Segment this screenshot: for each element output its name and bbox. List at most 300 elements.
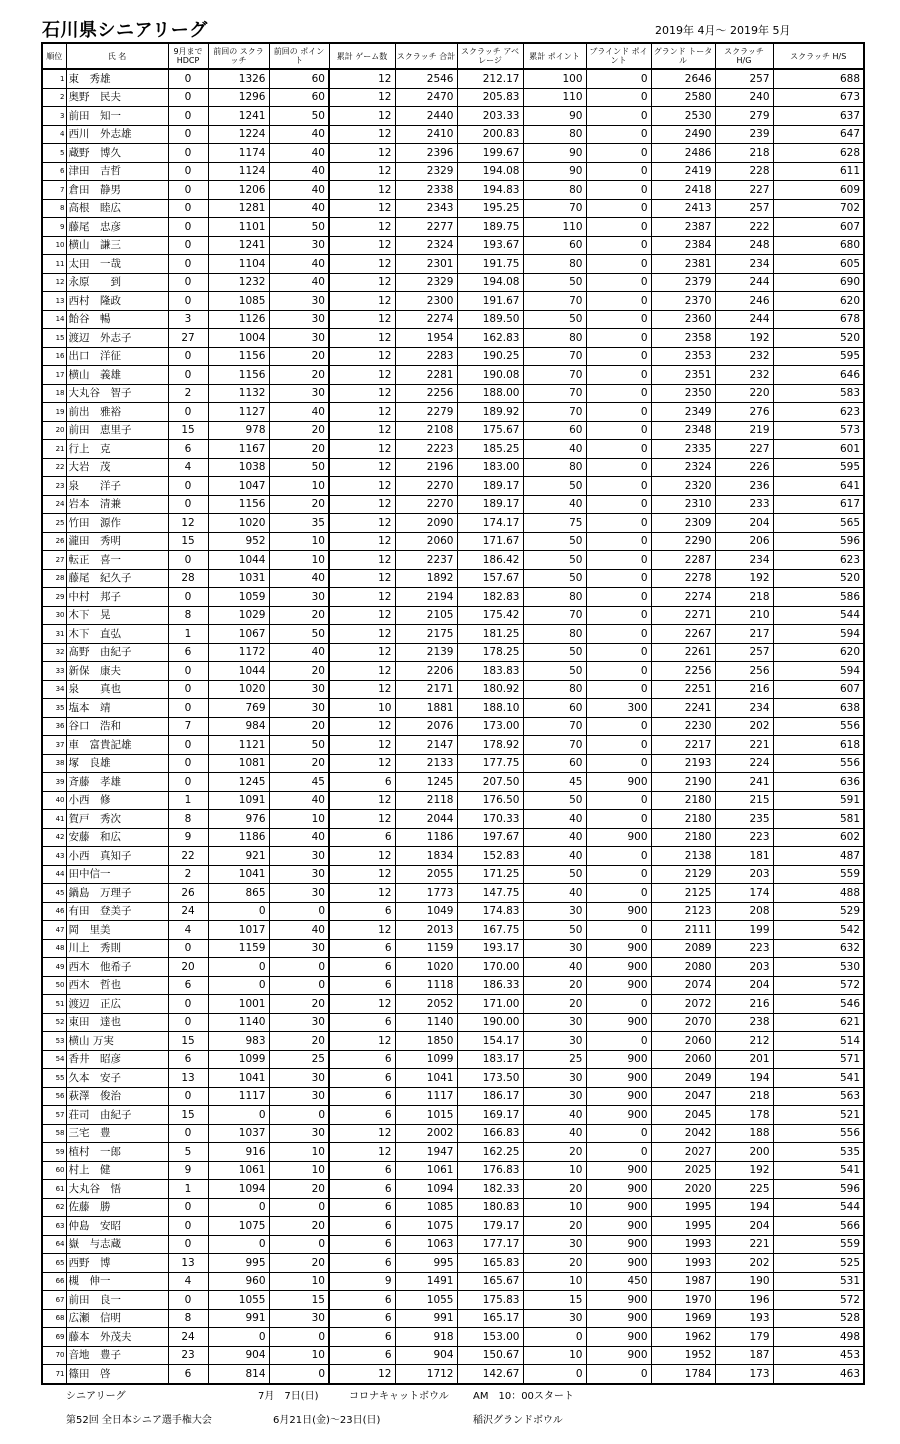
cell-name: 賀戸 秀次 — [66, 810, 168, 829]
table-row — [42, 310, 864, 329]
cell-hdcp: 0 — [168, 181, 208, 200]
footer-note: 稲沢グランドボウル — [473, 1415, 563, 1426]
cell-grand-total: 2180 — [651, 828, 715, 847]
cell-high-series: 571 — [773, 1050, 864, 1069]
cell-grand-total: 2309 — [651, 514, 715, 533]
cell-name: 泉 洋子 — [66, 477, 168, 496]
cell-prev-scratch: 1206 — [208, 181, 269, 200]
cell-scratch-total: 1063 — [395, 1235, 457, 1254]
cell-hdcp: 0 — [168, 551, 208, 570]
cell-blind-points: 900 — [586, 939, 651, 958]
cell-high-series: 586 — [773, 588, 864, 607]
cell-hdcp: 2 — [168, 865, 208, 884]
cell-blind-points: 0 — [586, 884, 651, 903]
cell-total-points: 20 — [523, 995, 586, 1014]
cell-blind-points: 0 — [586, 551, 651, 570]
cell-grand-total: 2580 — [651, 88, 715, 107]
cell-scratch-average: 183.83 — [457, 662, 523, 681]
cell-total-points: 50 — [523, 791, 586, 810]
cell-games: 6 — [329, 958, 395, 977]
cell-prev-points: 20 — [269, 606, 329, 625]
cell-prev-points: 20 — [269, 1254, 329, 1273]
cell-scratch-average: 191.75 — [457, 255, 523, 274]
cell-prev-points: 30 — [269, 865, 329, 884]
cell-high-series: 572 — [773, 976, 864, 995]
cell-rank: 57 — [42, 1106, 66, 1125]
cell-prev-points: 40 — [269, 569, 329, 588]
cell-scratch-total: 1117 — [395, 1087, 457, 1106]
cell-scratch-total: 2194 — [395, 588, 457, 607]
cell-hdcp: 0 — [168, 773, 208, 792]
cell-high-series: 520 — [773, 569, 864, 588]
cell-hdcp: 0 — [168, 495, 208, 514]
cell-scratch-average: 165.83 — [457, 1254, 523, 1273]
cell-scratch-total: 2060 — [395, 532, 457, 551]
cell-high-game: 235 — [715, 810, 773, 829]
table-row — [42, 458, 864, 477]
cell-games: 12 — [329, 625, 395, 644]
cell-games: 12 — [329, 255, 395, 274]
cell-total-points: 30 — [523, 939, 586, 958]
col-name: 氏 名 — [66, 43, 168, 69]
cell-games: 12 — [329, 1124, 395, 1143]
cell-rank: 43 — [42, 847, 66, 866]
cell-games: 12 — [329, 366, 395, 385]
cell-total-points: 90 — [523, 144, 586, 163]
footer-event: 第52回 全日本シニア選手権大会 — [66, 1415, 212, 1426]
cell-name: 渡辺 正広 — [66, 995, 168, 1014]
cell-blind-points: 900 — [586, 1161, 651, 1180]
cell-total-points: 50 — [523, 643, 586, 662]
cell-high-game: 194 — [715, 1069, 773, 1088]
cell-name: 高根 睦広 — [66, 199, 168, 218]
cell-scratch-total: 1954 — [395, 329, 457, 348]
col-hdcp: 9月まで HDCP — [168, 43, 208, 69]
cell-hdcp: 6 — [168, 440, 208, 459]
col-prev-points: 前回の ポイント — [269, 43, 329, 69]
cell-grand-total: 2080 — [651, 958, 715, 977]
cell-scratch-total: 2108 — [395, 421, 457, 440]
footer-date: 7月 7日(日) — [258, 1391, 319, 1402]
cell-rank: 18 — [42, 384, 66, 403]
table-row — [42, 329, 864, 348]
cell-hdcp: 1 — [168, 1180, 208, 1199]
cell-total-points: 80 — [523, 255, 586, 274]
cell-scratch-average: 175.83 — [457, 1291, 523, 1310]
cell-grand-total: 1987 — [651, 1272, 715, 1291]
cell-total-points: 80 — [523, 458, 586, 477]
cell-name: 音地 豊子 — [66, 1346, 168, 1365]
cell-blind-points: 0 — [586, 865, 651, 884]
cell-name: 車 富貴記雄 — [66, 736, 168, 755]
cell-hdcp: 8 — [168, 1309, 208, 1328]
table-row — [42, 125, 864, 144]
cell-games: 12 — [329, 236, 395, 255]
cell-prev-points: 10 — [269, 1143, 329, 1162]
cell-games: 6 — [329, 902, 395, 921]
footer-row — [66, 1387, 866, 1411]
cell-hdcp: 0 — [168, 292, 208, 311]
cell-scratch-total: 2237 — [395, 551, 457, 570]
cell-grand-total: 2490 — [651, 125, 715, 144]
cell-rank: 7 — [42, 181, 66, 200]
cell-grand-total: 2060 — [651, 1050, 715, 1069]
cell-prev-points: 30 — [269, 236, 329, 255]
cell-games: 12 — [329, 921, 395, 940]
cell-grand-total: 2138 — [651, 847, 715, 866]
cell-high-series: 623 — [773, 551, 864, 570]
cell-high-game: 218 — [715, 588, 773, 607]
cell-total-points: 70 — [523, 199, 586, 218]
cell-games: 12 — [329, 643, 395, 662]
cell-games: 6 — [329, 976, 395, 995]
cell-blind-points: 0 — [586, 69, 651, 88]
cell-scratch-total: 2223 — [395, 440, 457, 459]
table-row — [42, 754, 864, 773]
cell-prev-points: 40 — [269, 273, 329, 292]
cell-blind-points: 0 — [586, 181, 651, 200]
cell-games: 12 — [329, 1365, 395, 1384]
cell-rank: 67 — [42, 1291, 66, 1310]
cell-blind-points: 0 — [586, 477, 651, 496]
cell-name: 津田 吉哲 — [66, 162, 168, 181]
cell-prev-scratch: 1094 — [208, 1180, 269, 1199]
cell-prev-scratch: 1156 — [208, 366, 269, 385]
cell-blind-points: 0 — [586, 995, 651, 1014]
cell-name: 行上 克 — [66, 440, 168, 459]
cell-hdcp: 6 — [168, 976, 208, 995]
footer-note: AM 10：00スタート — [473, 1391, 574, 1402]
cell-scratch-average: 194.83 — [457, 181, 523, 200]
cell-games: 12 — [329, 495, 395, 514]
cell-rank: 60 — [42, 1161, 66, 1180]
cell-name: 西木 他希子 — [66, 958, 168, 977]
cell-rank: 28 — [42, 569, 66, 588]
cell-rank: 15 — [42, 329, 66, 348]
cell-scratch-total: 2279 — [395, 403, 457, 422]
cell-games: 12 — [329, 884, 395, 903]
cell-games: 6 — [329, 1198, 395, 1217]
cell-total-points: 25 — [523, 1050, 586, 1069]
cell-total-points: 70 — [523, 347, 586, 366]
cell-high-game: 206 — [715, 532, 773, 551]
cell-name: 中村 邦子 — [66, 588, 168, 607]
cell-hdcp: 0 — [168, 588, 208, 607]
cell-high-series: 525 — [773, 1254, 864, 1273]
cell-rank: 2 — [42, 88, 66, 107]
cell-scratch-average: 171.67 — [457, 532, 523, 551]
cell-rank: 51 — [42, 995, 66, 1014]
cell-prev-points: 40 — [269, 181, 329, 200]
cell-blind-points: 900 — [586, 1346, 651, 1365]
table-row — [42, 1032, 864, 1051]
cell-blind-points: 0 — [586, 847, 651, 866]
cell-blind-points: 900 — [586, 1235, 651, 1254]
table-row — [42, 958, 864, 977]
cell-prev-scratch: 0 — [208, 1198, 269, 1217]
cell-high-series: 556 — [773, 754, 864, 773]
table-row — [42, 643, 864, 662]
cell-rank: 46 — [42, 902, 66, 921]
cell-games: 6 — [329, 1346, 395, 1365]
cell-high-game: 218 — [715, 1087, 773, 1106]
cell-high-game: 224 — [715, 754, 773, 773]
cell-total-points: 50 — [523, 532, 586, 551]
cell-games: 12 — [329, 458, 395, 477]
cell-high-game: 221 — [715, 736, 773, 755]
cell-blind-points: 300 — [586, 699, 651, 718]
cell-games: 12 — [329, 791, 395, 810]
cell-total-points: 110 — [523, 88, 586, 107]
cell-grand-total: 2349 — [651, 403, 715, 422]
cell-prev-scratch: 995 — [208, 1254, 269, 1273]
cell-scratch-total: 1118 — [395, 976, 457, 995]
table-row — [42, 199, 864, 218]
cell-high-series: 595 — [773, 458, 864, 477]
cell-scratch-average: 199.67 — [457, 144, 523, 163]
cell-hdcp: 1 — [168, 791, 208, 810]
cell-scratch-total: 1055 — [395, 1291, 457, 1310]
cell-high-game: 202 — [715, 1254, 773, 1273]
cell-rank: 39 — [42, 773, 66, 792]
cell-hdcp: 0 — [168, 1217, 208, 1236]
cell-blind-points: 0 — [586, 440, 651, 459]
cell-total-points: 70 — [523, 384, 586, 403]
cell-scratch-average: 185.25 — [457, 440, 523, 459]
cell-scratch-average: 197.67 — [457, 828, 523, 847]
cell-prev-scratch: 1085 — [208, 292, 269, 311]
cell-games: 12 — [329, 421, 395, 440]
cell-prev-scratch: 1044 — [208, 551, 269, 570]
cell-total-points: 80 — [523, 181, 586, 200]
cell-high-game: 174 — [715, 884, 773, 903]
cell-name: 田中信一 — [66, 865, 168, 884]
cell-scratch-average: 212.17 — [457, 69, 523, 88]
cell-hdcp: 9 — [168, 828, 208, 847]
cell-scratch-total: 2283 — [395, 347, 457, 366]
cell-high-series: 611 — [773, 162, 864, 181]
cell-grand-total: 2353 — [651, 347, 715, 366]
cell-prev-points: 20 — [269, 495, 329, 514]
cell-scratch-average: 191.67 — [457, 292, 523, 311]
cell-scratch-total: 2055 — [395, 865, 457, 884]
cell-hdcp: 4 — [168, 458, 208, 477]
cell-name: 篠田 啓 — [66, 1365, 168, 1384]
cell-total-points: 40 — [523, 1124, 586, 1143]
cell-scratch-total: 1085 — [395, 1198, 457, 1217]
cell-rank: 29 — [42, 588, 66, 607]
cell-grand-total: 2358 — [651, 329, 715, 348]
cell-name: 横山 謙三 — [66, 236, 168, 255]
cell-games: 6 — [329, 773, 395, 792]
cell-prev-points: 40 — [269, 921, 329, 940]
cell-prev-scratch: 976 — [208, 810, 269, 829]
cell-hdcp: 12 — [168, 514, 208, 533]
cell-total-points: 80 — [523, 329, 586, 348]
cell-grand-total: 2072 — [651, 995, 715, 1014]
cell-prev-scratch: 984 — [208, 717, 269, 736]
cell-scratch-total: 1773 — [395, 884, 457, 903]
cell-high-game: 232 — [715, 347, 773, 366]
table-row — [42, 144, 864, 163]
cell-scratch-average: 177.17 — [457, 1235, 523, 1254]
cell-rank: 65 — [42, 1254, 66, 1273]
cell-name: 横山 万実 — [66, 1032, 168, 1051]
table-row — [42, 107, 864, 126]
cell-name: 槻 伸一 — [66, 1272, 168, 1291]
cell-total-points: 30 — [523, 1087, 586, 1106]
cell-prev-points: 15 — [269, 1291, 329, 1310]
cell-high-game: 244 — [715, 310, 773, 329]
cell-name: 前田 知一 — [66, 107, 168, 126]
cell-rank: 34 — [42, 680, 66, 699]
cell-name: 安藤 和広 — [66, 828, 168, 847]
cell-grand-total: 2530 — [651, 107, 715, 126]
cell-blind-points: 0 — [586, 680, 651, 699]
cell-games: 12 — [329, 995, 395, 1014]
cell-prev-points: 10 — [269, 1346, 329, 1365]
cell-hdcp: 0 — [168, 236, 208, 255]
cell-high-series: 641 — [773, 477, 864, 496]
cell-high-game: 228 — [715, 162, 773, 181]
cell-prev-points: 20 — [269, 754, 329, 773]
cell-games: 12 — [329, 384, 395, 403]
cell-high-series: 607 — [773, 218, 864, 237]
cell-prev-scratch: 0 — [208, 902, 269, 921]
cell-games: 12 — [329, 162, 395, 181]
cell-hdcp: 0 — [168, 1198, 208, 1217]
cell-scratch-average: 182.33 — [457, 1180, 523, 1199]
cell-games: 12 — [329, 551, 395, 570]
cell-total-points: 50 — [523, 310, 586, 329]
cell-scratch-total: 991 — [395, 1309, 457, 1328]
table-row — [42, 662, 864, 681]
cell-grand-total: 2256 — [651, 662, 715, 681]
cell-prev-points: 10 — [269, 1272, 329, 1291]
cell-high-game: 194 — [715, 1198, 773, 1217]
cell-rank: 36 — [42, 717, 66, 736]
cell-name: 藤尾 紀久子 — [66, 569, 168, 588]
table-row — [42, 1272, 864, 1291]
cell-rank: 17 — [42, 366, 66, 385]
cell-name: 香井 昭彦 — [66, 1050, 168, 1069]
cell-games: 6 — [329, 939, 395, 958]
table-row — [42, 625, 864, 644]
cell-high-game: 204 — [715, 1217, 773, 1236]
cell-name: 藤本 外茂夫 — [66, 1328, 168, 1347]
table-row — [42, 69, 864, 88]
cell-high-series: 618 — [773, 736, 864, 755]
cell-scratch-average: 190.25 — [457, 347, 523, 366]
cell-prev-points: 30 — [269, 384, 329, 403]
cell-rank: 58 — [42, 1124, 66, 1143]
cell-scratch-total: 2343 — [395, 199, 457, 218]
cell-hdcp: 0 — [168, 218, 208, 237]
cell-scratch-average: 186.17 — [457, 1087, 523, 1106]
cell-rank: 3 — [42, 107, 66, 126]
cell-prev-points: 30 — [269, 699, 329, 718]
cell-scratch-average: 178.92 — [457, 736, 523, 755]
table-row — [42, 477, 864, 496]
cell-high-series: 690 — [773, 273, 864, 292]
cell-grand-total: 2419 — [651, 162, 715, 181]
cell-high-game: 202 — [715, 717, 773, 736]
cell-prev-points: 20 — [269, 995, 329, 1014]
cell-prev-scratch: 1059 — [208, 588, 269, 607]
cell-grand-total: 2646 — [651, 69, 715, 88]
cell-total-points: 50 — [523, 273, 586, 292]
cell-total-points: 80 — [523, 588, 586, 607]
cell-high-series: 565 — [773, 514, 864, 533]
cell-prev-scratch: 1156 — [208, 495, 269, 514]
cell-prev-points: 45 — [269, 773, 329, 792]
cell-prev-points: 30 — [269, 939, 329, 958]
cell-scratch-average: 171.25 — [457, 865, 523, 884]
cell-total-points: 20 — [523, 1217, 586, 1236]
cell-scratch-average: 179.17 — [457, 1217, 523, 1236]
cell-high-game: 240 — [715, 88, 773, 107]
cell-high-series: 623 — [773, 403, 864, 422]
cell-high-game: 192 — [715, 1161, 773, 1180]
cell-rank: 26 — [42, 532, 66, 551]
cell-prev-points: 0 — [269, 958, 329, 977]
cell-high-series: 637 — [773, 107, 864, 126]
cell-prev-points: 30 — [269, 1124, 329, 1143]
cell-hdcp: 28 — [168, 569, 208, 588]
cell-grand-total: 2020 — [651, 1180, 715, 1199]
cell-name: 西野 博 — [66, 1254, 168, 1273]
cell-blind-points: 0 — [586, 403, 651, 422]
cell-high-game: 192 — [715, 329, 773, 348]
cell-scratch-average: 174.83 — [457, 902, 523, 921]
cell-rank: 25 — [42, 514, 66, 533]
cell-total-points: 20 — [523, 1180, 586, 1199]
cell-rank: 62 — [42, 1198, 66, 1217]
col-high-game: スクラッチ H/G — [715, 43, 773, 69]
cell-scratch-total: 2175 — [395, 625, 457, 644]
cell-total-points: 45 — [523, 773, 586, 792]
cell-scratch-average: 186.33 — [457, 976, 523, 995]
cell-grand-total: 2381 — [651, 255, 715, 274]
cell-name: 三宅 豊 — [66, 1124, 168, 1143]
cell-hdcp: 8 — [168, 810, 208, 829]
cell-blind-points: 900 — [586, 1328, 651, 1347]
cell-prev-points: 10 — [269, 1161, 329, 1180]
cell-name: 西川 外志雄 — [66, 125, 168, 144]
cell-total-points: 70 — [523, 292, 586, 311]
cell-high-series: 546 — [773, 995, 864, 1014]
cell-games: 6 — [329, 1106, 395, 1125]
cell-total-points: 40 — [523, 847, 586, 866]
cell-high-series: 559 — [773, 1235, 864, 1254]
cell-prev-points: 20 — [269, 421, 329, 440]
cell-scratch-average: 195.25 — [457, 199, 523, 218]
cell-hdcp: 0 — [168, 162, 208, 181]
cell-rank: 1 — [42, 69, 66, 88]
cell-games: 12 — [329, 606, 395, 625]
cell-name: 新保 康夫 — [66, 662, 168, 681]
cell-scratch-total: 2133 — [395, 754, 457, 773]
cell-high-game: 221 — [715, 1235, 773, 1254]
cell-high-series: 602 — [773, 828, 864, 847]
cell-high-game: 181 — [715, 847, 773, 866]
cell-name: 久本 安子 — [66, 1069, 168, 1088]
cell-total-points: 50 — [523, 662, 586, 681]
cell-scratch-average: 152.83 — [457, 847, 523, 866]
table-row — [42, 1328, 864, 1347]
cell-rank: 69 — [42, 1328, 66, 1347]
cell-high-game: 196 — [715, 1291, 773, 1310]
